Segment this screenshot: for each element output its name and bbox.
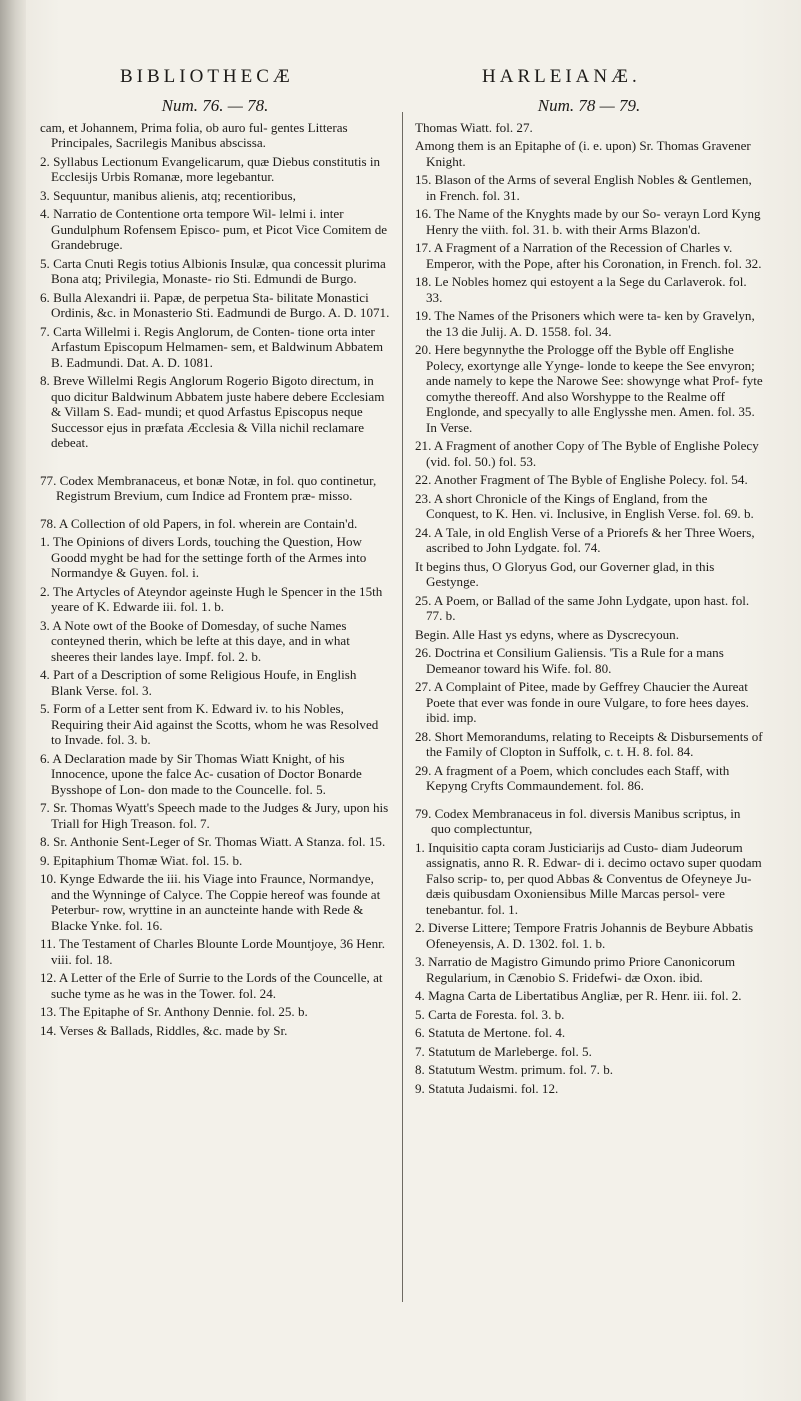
left-column (40, 98, 390, 1041)
list-item: 5. Carta Cnuti Regis totius Albionis Insulæ, qua concessit plurima Bona atq; Privilegia, Monaste- rio Sti. Edmundi de Burgo. (40, 255, 386, 286)
list-item: 9. Statuta Judaismi. fol. 12. (415, 1080, 559, 1096)
list-item: 3. A Note owt of the Booke of Domesday, of suche Names conteyned therin, which be lefte at this daye, and in what sheeres their landes laye. Impf. fol. 2. b. (40, 617, 350, 664)
right-column-title: Num. 78 — 79. (537, 96, 641, 115)
list-item: 6. Bulla Alexandri ii. Papæ, de perpetua Sta- bilitate Monastici Ordinis, &c. in Monasterio Sti. Eadmundi de Burgo. A. D. 1071. (40, 289, 390, 320)
list-item: 4. Magna Carta de Libertatibus Angliæ, per R. Henr. iii. fol. 2. (415, 988, 742, 1003)
list-item: 8. Statutum Westm. primum. fol. 7. b. (415, 1062, 614, 1077)
list-item: 77. Codex Membranaceus, et bonæ Notæ, in fol. quo continetur, Registrum Brevium, cum Indice ad Frontem præ- misso. (40, 472, 377, 503)
list-item: 16. The Name of the Knyghts made by our So- verayn Lord Kyng Henry the viith. fol. 31. b. with their Arms Blazon'd. (415, 206, 761, 237)
list-item: 8. Sr. Anthonie Sent-Leger of Sr. Thomas Wiatt. A Stanza. fol. 15. (40, 834, 386, 849)
list-item: 26. Doctrina et Consilium Galiensis. 'Tis a Rule for a mans Demeanor toward his Wife. fol. 80. (415, 645, 724, 676)
list-item: 7. Sr. Thomas Wyatt's Speech made to the Judges & Jury, upon his Triall for High Treason. fol. 7. (40, 800, 389, 831)
list-item: 4. Narratio de Contentione orta tempore Wil- lelmi i. inter Gundulphum Rofensem Episco- pum, et Picot Vice Comitem de Grandebruge. (40, 206, 388, 252)
list-item: Begin. Alle Hast ys edyns, where as Dyscrecyoun. (415, 626, 679, 642)
right-column (415, 98, 763, 1099)
header-right: HARLEIANÆ. (482, 66, 641, 87)
list-item: 9. Epitaphium Thomæ Wiat. fol. 15. b. (40, 852, 243, 868)
list-item: 7. Statutum de Marleberge. fol. 5. (415, 1043, 592, 1059)
list-item: 12. A Letter of the Erle of Surrie to the Lords of the Councelle, at suche tyme as he was in the Tower. fol. 24. (40, 970, 383, 1001)
list-item: Thomas Wiatt. fol. 27. (415, 119, 533, 135)
list-item: 20. Here begynnythe the Prologge off the Byble off Englishe Polecy, exortynge alle Yynge- londe to keepe the See envyron; ande namely to kepe the Narowe See: showynge what Prof- fyte comythe thereoff. And also Worshyppe to the Realme off Englonde, and specyally to alle Englysshe men. Amen. fol. 35. In Verse. (415, 342, 763, 435)
list-item: 17. A Fragment of a Narration of the Recession of Charles v. Emperor, with the Pope, after his Coronation, in French. fol. 32. (415, 240, 762, 271)
list-item: 10. Kynge Edwarde the iii. his Viage into Fraunce, Normandye, and the Wynninge of Calyce. The Coppie hereof was founde at Peterbur- row, wryttine in an auncteinte hande with Rede & Blacke Ynke. fol. 16. (40, 871, 381, 933)
list-item: 11. The Testament of Charles Blounte Lorde Mountjoye, 36 Henr. viii. fol. 18. (40, 936, 386, 967)
list-item: 23. A short Chronicle of the Kings of England, from the Conquest, to K. Hen. vi. Inclusive, in English Verse. fol. 69. b. (415, 490, 754, 521)
list-item: 28. Short Memorandums, relating to Receipts & Disbursements of the Family of Clopton in Suffolk, c. t. H. 8. fol. 84. (415, 728, 763, 759)
list-item: It begins thus, O Gloryus God, our Governer glad, in this Gestynge. (415, 558, 715, 589)
list-item: 19. The Names of the Prisoners which were ta- ken by Gravelyn, the 13 die Julij. A. D. 1558. fol. 34. (415, 308, 755, 339)
list-item: 5. Form of a Letter sent from K. Edward iv. to his Nobles, Requiring their Aid against the Scotts, whom he was Resolved to Invade. fol. 3. b. (40, 701, 379, 747)
list-item: 13. The Epitaphe of Sr. Anthony Dennie. fol. 25. b. (40, 1004, 308, 1019)
list-item: 2. Diverse Littere; Tempore Fratris Johannis de Beybure Abbatis Ofeneyensis, A. D. 1302. fol. 1. b. (415, 920, 754, 951)
list-item: 24. A Tale, in old English Verse of a Priorefs & her Three Woers, ascribed to John Lydgate. fol. 74. (415, 524, 755, 555)
list-item: cam, et Johannem, Prima folia, ob auro ful- gentes Litteras Principales, Sacrilegis Manibus abscissa. (40, 119, 348, 150)
page-gutter-shadow (0, 0, 26, 1401)
list-item: 14. Verses & Ballads, Riddles, &c. made by Sr. (40, 1022, 288, 1038)
list-item: 4. Part of a Description of some Religious Houfe, in English Blank Verse. fol. 3. (40, 667, 357, 698)
list-item: 6. A Declaration made by Sir Thomas Wiatt Knight, of his Innocence, upone the falce Ac- cusation of Doctor Bonarde Bysshope of Lon- don made to the Councelle. fol. 5. (40, 750, 362, 797)
list-item: 27. A Complaint of Pitee, made by Geffrey Chaucier the Aureat Poete that ever was fonde in oure Vulgare, to fore hees dayes. ibid. imp. (415, 679, 749, 725)
running-header (120, 66, 760, 88)
list-item: 2. The Artycles of Ateyndor ageinste Hugh le Spencer in the 15th yeare of K. Edwarde iii. fol. 1. b. (40, 583, 383, 614)
column-divider (402, 112, 403, 1302)
list-item: 7. Carta Willelmi i. Regis Anglorum, de Conten- tione orta inter Arfastum Episcopum Helmamen- sem, et Baldwinum Abbatem B. Eadmundi. Dat. A. D. 1081. (40, 323, 384, 370)
left-column-title: Num. 76. — 78. (161, 96, 269, 115)
list-item: 21. A Fragment of another Copy of The Byble of Englishe Polecy (vid. fol. 50.) fol. 53. (415, 438, 759, 469)
list-item: 8. Breve Willelmi Regis Anglorum Rogerio Bigoto directum, in quo dicitur Baldwinum Abbatem juste habere debere Ecclesiam & Villam S. Ead- mundi; et quod Arfastus Episcopus neque Successor ejus in præfata Æcclesia & Villa nichil reclamare debeat. (40, 373, 385, 450)
list-item: 6. Statuta de Mertone. fol. 4. (415, 1025, 566, 1040)
list-item: Among them is an Epitaphe of (i. e. upon) Sr. Thomas Gravener Knight. (415, 138, 751, 169)
list-item: 1. The Opinions of divers Lords, touching the Question, How Goodd myght be had for the settinge forth of the Armes into Normandye & Guyen. fol. i. (40, 534, 367, 580)
list-item: 5. Carta de Foresta. fol. 3. b. (415, 1006, 565, 1022)
list-item: 15. Blason of the Arms of several English Nobles & Gentlemen, in French. fol. 31. (415, 172, 752, 203)
list-item: 29. A fragment of a Poem, which concludes each Staff, with Kepyng Cryfts Commaundement. fol. 86. (415, 762, 730, 793)
list-item: 2. Syllabus Lectionum Evangelicarum, quæ Diebus constitutis in Ecclesijs Urbis Romanæ, more legebantur. (40, 153, 381, 184)
list-item: 3. Sequuntur, manibus alienis, atq; recentioribus, (40, 187, 296, 203)
list-item: 18. Le Nobles homez qui estoyent a la Sege du Carlaverok. fol. 33. (415, 274, 747, 305)
list-item: 22. Another Fragment of The Byble of Englishe Polecy. fol. 54. (415, 472, 748, 487)
header-left: BIBLIOTHECÆ (120, 66, 294, 87)
list-item: 25. A Poem, or Ballad of the same John Lydgate, upon hast. fol. 77. b. (415, 592, 750, 623)
list-item: 79. Codex Membranaceus in fol. diversis Manibus scriptus, in quo complectuntur, (415, 805, 741, 836)
list-item: 1. Inquisitio capta coram Justiciarijs ad Custo- diam Judeorum assignatis, anno R. R. Edwar- di i. decimo octavo super quodam Falso scrip- to, per quod Abbas & Conventus de Ofeyneye Ju- dæis quibusdam Oxoniensibus Mille Marcas persol- vere tenebantur. fol. 1. (415, 839, 762, 917)
list-item: 78. A Collection of old Papers, in fol. wherein are Contain'd. (40, 515, 358, 531)
list-item: 3. Narratio de Magistro Gimundo primo Priore Canonicorum Regularium, in Cænobio S. Fridefwi- dæ Oxon. ibid. (415, 954, 736, 985)
